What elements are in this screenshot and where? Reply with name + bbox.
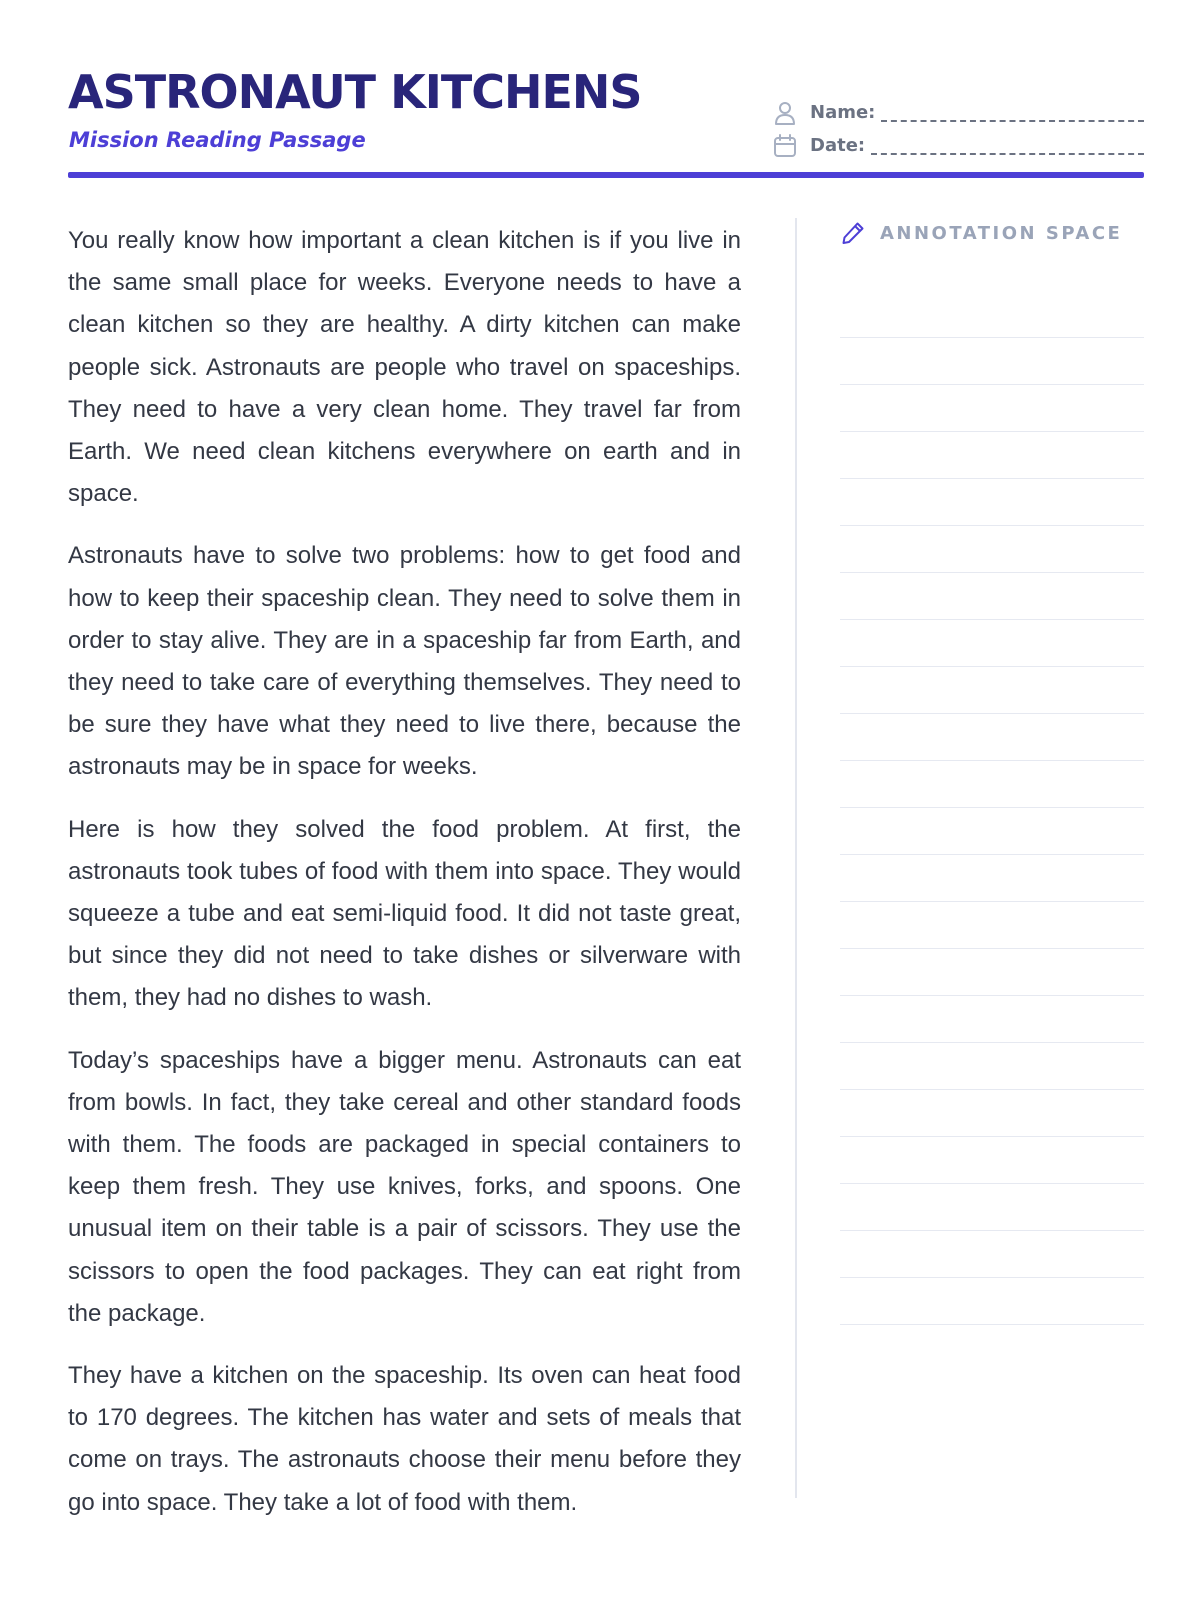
column-divider <box>795 218 797 1498</box>
pencil-icon <box>840 220 866 246</box>
annotation-header <box>840 218 1144 248</box>
annotation-line[interactable] <box>840 808 1144 855</box>
annotation-title: ANNOTATION SPACE <box>880 222 1123 244</box>
annotation-line[interactable] <box>840 432 1144 479</box>
annotation-line[interactable] <box>840 526 1144 573</box>
annotation-line[interactable] <box>840 667 1144 714</box>
annotation-line[interactable] <box>840 714 1144 761</box>
annotation-line[interactable] <box>840 761 1144 808</box>
name-label: Name: <box>810 102 876 123</box>
name-field[interactable] <box>881 103 1144 122</box>
reading-passage <box>68 220 741 1544</box>
annotation-line[interactable] <box>840 855 1144 902</box>
annotation-line[interactable] <box>840 996 1144 1043</box>
annotation-panel <box>840 218 1144 248</box>
passage-paragraph: You really know how important a clean kitchen is if you live in the same small place for weeks. Everyone needs to have a clean kitchen so they are healthy. A dirty kitchen can make people sick. Astronauts are people who travel on spaceships. They need to have a very clean home. They travel far from Earth. We need clean kitchens everywhere on earth and in space. <box>68 227 741 508</box>
page-subtitle: Mission Reading Passage <box>69 128 366 152</box>
annotation-line[interactable] <box>840 573 1144 620</box>
name-row <box>772 96 1144 129</box>
annotation-line[interactable] <box>840 1137 1144 1184</box>
annotation-line[interactable] <box>840 1184 1144 1231</box>
student-info <box>772 96 1144 162</box>
annotation-line[interactable] <box>840 1090 1144 1137</box>
calendar-icon <box>772 133 798 159</box>
passage-paragraph: Astronauts have to solve two problems: how to get food and how to keep their spaceship clean. They need to solve them in order to stay alive. They are in a spaceship far from Earth, and they need to take care of everything themselves. They need to be sure they have what they need to live there, because the astronauts may be in space for weeks. <box>68 542 741 781</box>
page-title: ASTRONAUT KITCHENS <box>68 65 642 119</box>
worksheet-header <box>68 62 1144 177</box>
passage-paragraph: Today’s spaceships have a bigger menu. Astronauts can eat from bowls. In fact, they take cereal and other standard foods with them. The foods are packaged in special containers to keep them fresh. They use knives, forks, and spoons. One unusual item on their table is a pair of scissors. They use the scissors to open the food packages. They can eat right from the package. <box>68 1046 741 1327</box>
annotation-line[interactable] <box>840 1043 1144 1090</box>
annotation-lines[interactable] <box>840 291 1144 1325</box>
annotation-line[interactable] <box>840 902 1144 949</box>
passage-paragraph: Here is how they solved the food problem. At first, the astronauts took tubes of food with them into space. They would squeeze a tube and eat semi-liquid food. It did not taste great, but since they did not need to take dishes or silverware with them, they had no dishes to wash. <box>68 815 741 1012</box>
date-row <box>772 129 1144 162</box>
annotation-line[interactable] <box>840 620 1144 667</box>
annotation-line[interactable] <box>840 291 1144 338</box>
header-rule <box>68 172 1144 178</box>
annotation-line[interactable] <box>840 949 1144 996</box>
date-label: Date: <box>810 135 866 156</box>
annotation-line[interactable] <box>840 385 1144 432</box>
annotation-line[interactable] <box>840 338 1144 385</box>
person-icon <box>772 100 798 126</box>
passage-paragraph: They have a kitchen on the spaceship. Its oven can heat food to 170 degrees. The kitchen has water and sets of meals that come on trays. The astronauts choose their menu before they go into space. They take a lot of food with them. <box>68 1362 741 1516</box>
date-field[interactable] <box>871 136 1144 155</box>
annotation-line[interactable] <box>840 1231 1144 1278</box>
annotation-line[interactable] <box>840 1278 1144 1325</box>
annotation-line[interactable] <box>840 479 1144 526</box>
